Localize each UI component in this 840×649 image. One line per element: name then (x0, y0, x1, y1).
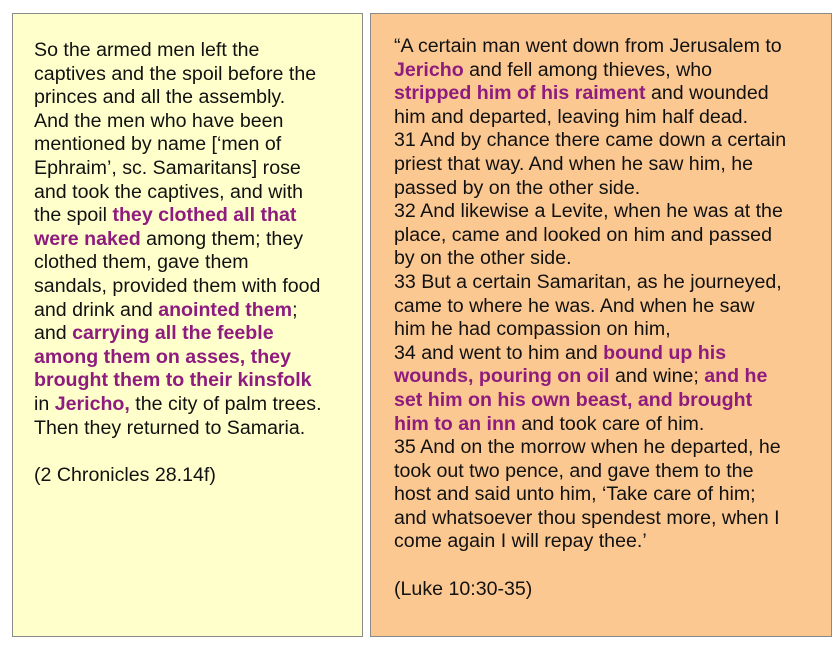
text-line (394, 413, 821, 437)
text-line (34, 110, 354, 134)
text-segment: captives and the spoil before the (34, 62, 317, 85)
text-segment: 31 And by chance there came down a certain (394, 129, 787, 152)
highlighted-phrase: set him on his own beast, and brought (394, 388, 753, 411)
text-segment: “A certain man went down from Jerusalem to (394, 35, 782, 57)
text-segment: Ephraim’, sc. Samaritans] rose (34, 156, 301, 179)
text-line (394, 35, 821, 59)
text-line (394, 59, 821, 83)
left-passage-text (34, 39, 354, 440)
text-segment: and (34, 322, 73, 345)
text-line (394, 483, 821, 507)
highlighted-phrase: wounds, pouring on oil (394, 365, 610, 388)
highlighted-phrase: Jericho, (54, 392, 130, 415)
text-line (394, 247, 821, 271)
text-segment: and wounded (645, 82, 769, 105)
left-passage-panel (12, 13, 363, 637)
highlighted-phrase: stripped him of his raiment (394, 82, 646, 105)
text-segment: host and said unto him, ‘Take care of him; (394, 483, 756, 506)
text-line (34, 369, 354, 393)
text-line (394, 200, 821, 224)
text-segment: mentioned by name [‘men of (34, 133, 282, 156)
highlighted-phrase: among them on asses, they (34, 345, 291, 368)
text-line (394, 106, 821, 130)
text-segment: and fell among thieves, who (463, 58, 713, 81)
text-segment: place, came and looked on him and passed (394, 223, 772, 246)
text-line (394, 224, 821, 248)
text-line (34, 181, 354, 205)
text-segment: and drink and (34, 298, 159, 321)
right-citation: (Luke 10:30-35) (394, 577, 533, 600)
text-line (34, 157, 354, 181)
text-segment: 35 And on the morrow when he departed, he (394, 436, 781, 459)
text-segment: priest that way. And when he saw him, he (394, 152, 754, 175)
text-segment: and wine; (609, 365, 705, 388)
text-line (34, 86, 354, 110)
text-line (34, 275, 354, 299)
text-line (394, 507, 821, 531)
text-line (394, 153, 821, 177)
highlighted-phrase: they clothed all that (112, 204, 297, 227)
text-segment: Then they returned to Samaria. (34, 416, 306, 439)
text-segment: and took the captives, and with (34, 180, 304, 203)
text-segment: passed by on the other side. (394, 176, 641, 199)
text-segment: and whatsoever thou spendest more, when I (394, 506, 780, 529)
text-line (394, 177, 821, 201)
right-passage-panel (370, 13, 832, 637)
highlighted-phrase: Jericho (394, 58, 464, 81)
text-line (34, 393, 354, 417)
text-segment: And the men who have been (34, 109, 284, 132)
text-line (34, 251, 354, 275)
spacer (394, 554, 821, 578)
text-segment: the spoil (34, 204, 113, 227)
text-segment: took out two pence, and gave them to the (394, 459, 754, 482)
text-line (394, 342, 821, 366)
text-line (34, 322, 354, 346)
text-segment: him and departed, leaving him half dead. (394, 105, 749, 128)
highlighted-phrase: carrying all the feeble (72, 322, 274, 345)
highlighted-phrase: were naked (34, 227, 141, 250)
text-segment: 34 and went to him and (394, 341, 604, 364)
text-segment: 32 And likewise a Levite, when he was at the (394, 200, 783, 223)
text-line (394, 436, 821, 460)
text-segment: So the armed men left the (34, 39, 260, 61)
text-line (394, 365, 821, 389)
text-line (34, 299, 354, 323)
text-line (394, 530, 821, 554)
text-segment: come again I will repay thee.’ (394, 530, 647, 553)
text-segment: in (34, 392, 55, 415)
text-segment: ; (292, 298, 298, 321)
text-line (34, 39, 354, 63)
text-line (394, 129, 821, 153)
text-segment: clothed them, gave them (34, 251, 249, 274)
highlighted-phrase: bound up his (603, 341, 727, 364)
text-line (34, 228, 354, 252)
spacer (34, 440, 354, 464)
text-line (394, 318, 821, 342)
text-line (394, 295, 821, 319)
text-segment: him he had compassion on him, (394, 318, 671, 341)
text-line (34, 63, 354, 87)
text-line (34, 133, 354, 157)
text-line (394, 460, 821, 484)
text-segment: 33 But a certain Samaritan, as he journeyed, (394, 270, 782, 293)
highlighted-phrase: brought them to their kinsfolk (34, 369, 312, 392)
text-segment: the city of palm trees. (129, 392, 322, 415)
text-line (394, 271, 821, 295)
text-segment: princes and all the assembly. (34, 86, 286, 109)
left-citation: (2 Chronicles 28.14f) (34, 463, 216, 486)
highlighted-phrase: him to an inn (394, 412, 516, 435)
text-segment: and took care of him. (515, 412, 705, 435)
right-passage-text (394, 35, 821, 554)
text-segment: among them; they (140, 227, 304, 250)
text-segment: sandals, provided them with food (34, 274, 321, 297)
text-segment: came to where he was. And when he saw (394, 294, 755, 317)
text-line (394, 389, 821, 413)
highlighted-phrase: anointed them (158, 298, 293, 321)
text-line (34, 346, 354, 370)
text-segment: by on the other side. (394, 247, 572, 270)
text-line (34, 417, 354, 441)
text-line (394, 82, 821, 106)
highlighted-phrase: and he (704, 365, 768, 388)
text-line (34, 204, 354, 228)
